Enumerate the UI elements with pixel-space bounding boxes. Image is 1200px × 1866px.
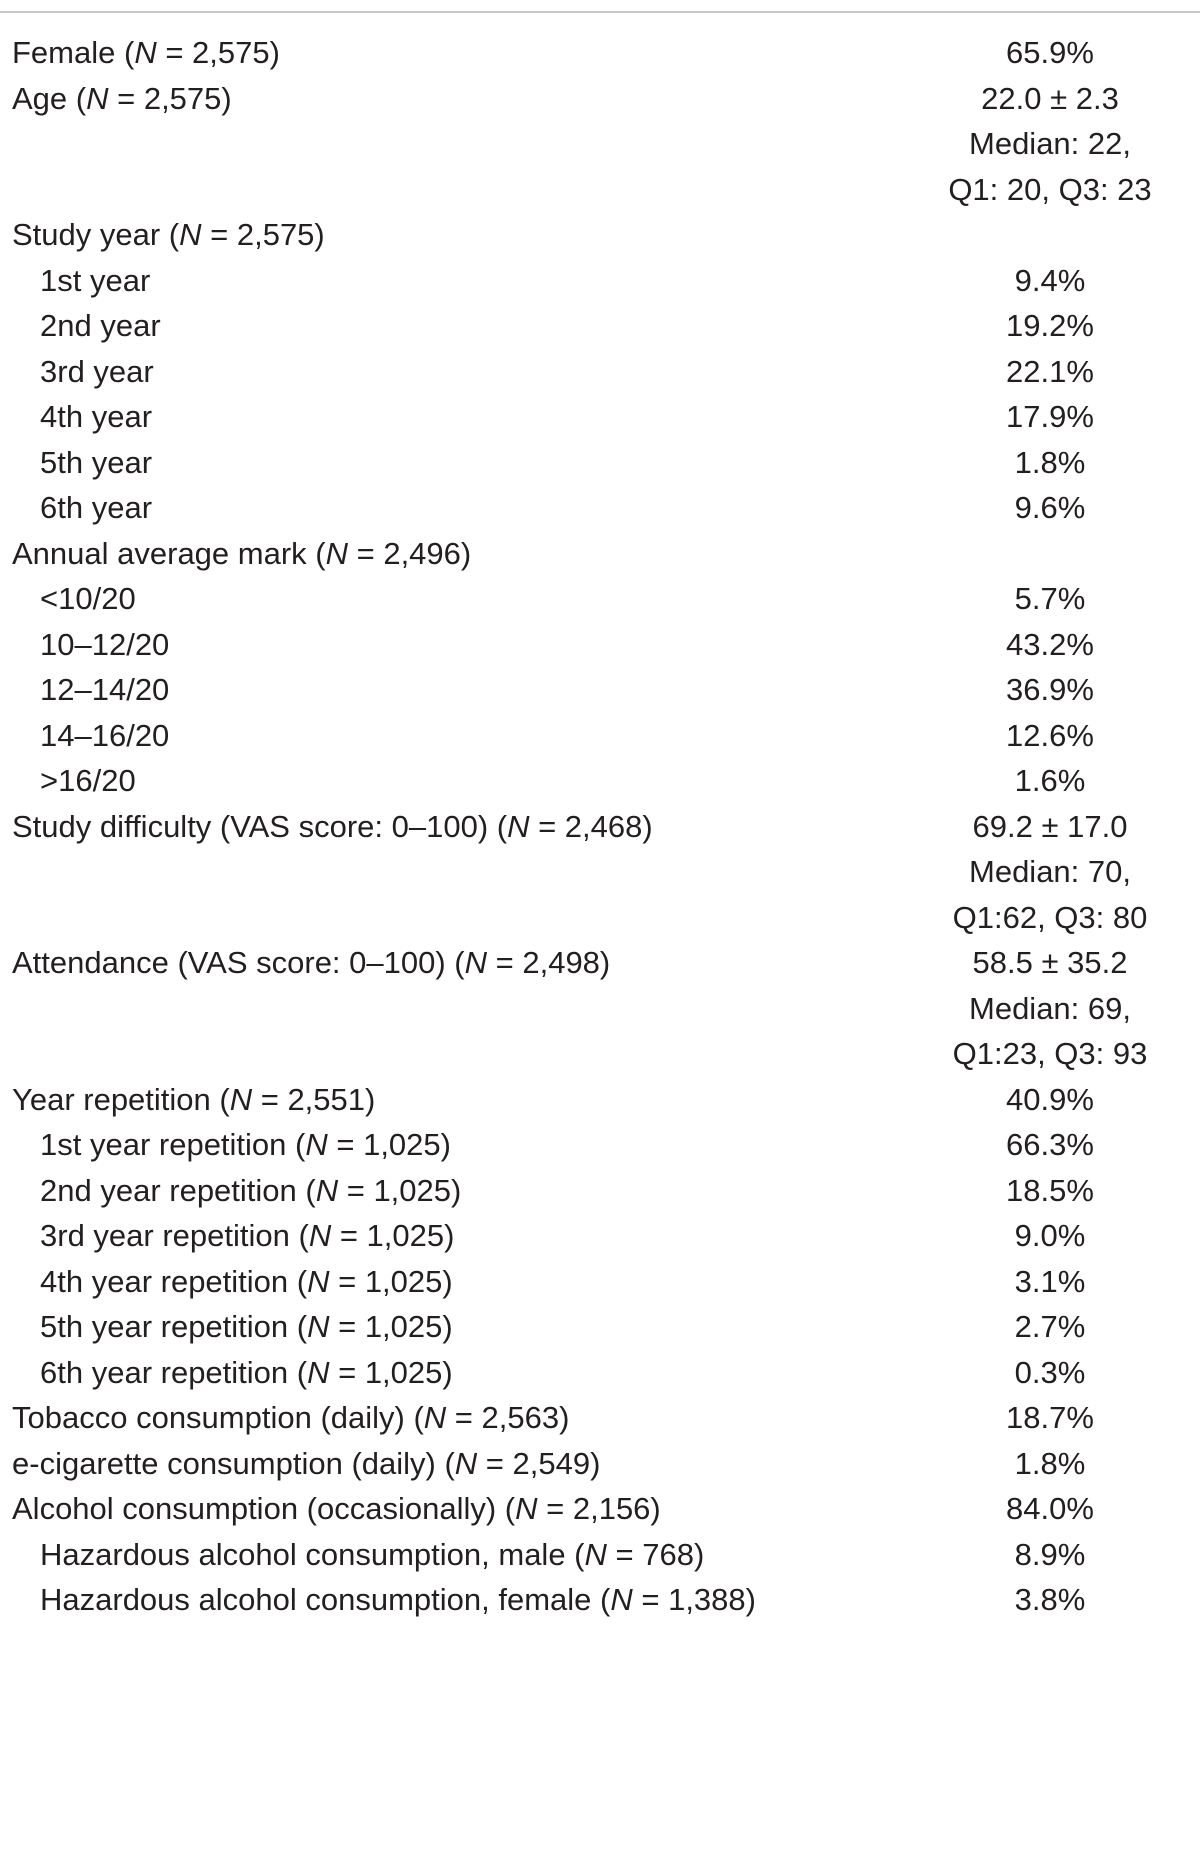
table-row [0,1350,1200,1396]
row-value [900,76,1200,213]
row-label [0,349,900,395]
row-label-n-value: = 2,575) [108,80,232,116]
row-label-n-symbol: N [86,80,109,116]
row-label-n-symbol: N [507,808,530,844]
row-value-line: 9.0% [1014,1218,1086,1253]
row-label [0,394,900,440]
row-label-text: 1st year [40,262,151,298]
row-label [0,1213,900,1259]
row-label [0,485,900,531]
row-value [900,667,1200,713]
row-label-text: Alcohol consumption (occasionally) ( [12,1491,516,1526]
row-label-n-value: = 2,156) [537,1491,661,1526]
row-value-line: Median: 70, [969,854,1131,889]
row-value [900,1304,1200,1350]
row-label [0,758,900,804]
row-value-line: 9.6% [1014,490,1086,525]
row-value [900,758,1200,804]
row-value-line: 69.2 ± 17.0 [972,808,1128,844]
row-label-n-symbol: N [423,1400,447,1435]
table-row [0,1077,1200,1123]
row-label [0,1077,900,1123]
row-label [0,1395,900,1441]
row-label-n-value: = 2,549) [477,1445,601,1481]
table-row [0,1304,1200,1350]
table-row [0,30,1200,76]
row-label-n-symbol: N [584,1536,607,1572]
row-value [900,1577,1200,1623]
row-value-line: Median: 69, [969,990,1131,1026]
row-value [900,1441,1200,1487]
row-label [0,667,900,713]
row-label-text: 4th year repetition ( [40,1263,308,1299]
table-row [0,1395,1200,1441]
table-row [0,531,1200,577]
row-label [0,531,900,577]
row-label [0,1304,900,1350]
row-label [0,212,900,258]
row-label [0,76,900,213]
row-label [0,1486,900,1532]
row-label-text: 3rd year [40,353,154,389]
row-label [0,303,900,349]
row-value-line: 19.2% [1006,308,1094,343]
row-value-line: 43.2% [1006,626,1094,662]
row-label-text: Attendance (VAS score: 0–100) ( [12,945,465,980]
row-label-text: 6th year repetition ( [40,1354,308,1390]
row-label-n-value: = 2,563) [446,1400,570,1435]
row-value-line: 66.3% [1006,1127,1094,1162]
row-value [900,804,1200,941]
row-label-text: 3rd year repetition ( [40,1218,309,1253]
row-label-text: Study year ( [12,217,180,252]
table-row [0,1441,1200,1487]
row-label-text: Female ( [12,35,135,70]
row-label-text: 10–12/20 [40,626,170,662]
table-row [0,1486,1200,1532]
row-value [900,1122,1200,1168]
row-label-n-value: = 1,025) [327,1127,451,1162]
row-label-n-symbol: N [308,1218,332,1253]
row-label-n-symbol: N [134,35,157,70]
row-label [0,804,900,941]
row-label-n-value: = 1,025) [329,1354,453,1390]
table-row [0,1577,1200,1623]
row-label-text: Age ( [12,80,87,116]
row-label-text: 1st year repetition ( [40,1127,306,1162]
row-value [900,622,1200,668]
row-value-line: 1.6% [1014,763,1086,798]
row-value-line: 36.9% [1006,672,1094,707]
table-row [0,1259,1200,1305]
row-value [900,1486,1200,1532]
row-value-line: Median: 22, [969,126,1131,161]
table-row [0,1213,1200,1259]
row-label-text: Hazardous alcohol consumption, female ( [40,1582,611,1617]
row-label [0,1122,900,1168]
table-row [0,758,1200,804]
row-label [0,1168,900,1214]
row-label-n-symbol: N [315,1172,339,1208]
row-label [0,1350,900,1396]
row-label-n-symbol: N [307,1354,330,1390]
row-label-text: 12–14/20 [40,672,170,707]
row-label-text: Tobacco consumption (daily) ( [12,1400,424,1435]
table-row [0,394,1200,440]
row-value-line: 17.9% [1006,399,1094,434]
table-row [0,485,1200,531]
row-value [900,1213,1200,1259]
row-value-line: Q1:23, Q3: 93 [952,1036,1148,1071]
table-row [0,1532,1200,1578]
row-value-line: 65.9% [1006,35,1094,70]
table-row [0,212,1200,258]
row-label-text: Hazardous alcohol consumption, male ( [40,1536,585,1572]
row-label [0,30,900,76]
row-label-n-symbol: N [515,1491,538,1526]
row-label [0,1577,900,1623]
row-label [0,1532,900,1578]
table-row [0,1122,1200,1168]
table-row [0,940,1200,1077]
row-label-n-symbol: N [307,1309,330,1344]
row-label-text: e-cigarette consumption (daily) ( [12,1445,455,1481]
row-value [900,440,1200,486]
row-label-n-symbol: N [325,535,348,571]
row-value-line: 84.0% [1006,1491,1094,1526]
row-value-line: 8.9% [1014,1536,1086,1572]
table-top-rule [0,11,1200,13]
row-label-text: Study difficulty (VAS score: 0–100) ( [12,808,508,844]
row-value [900,212,1200,258]
row-label-text: 6th year [40,490,153,525]
table-row [0,667,1200,713]
row-label-n-value: = 1,025) [338,1172,462,1208]
row-label-n-value: = 2,575) [201,217,325,252]
row-value [900,349,1200,395]
row-value-line: 5.7% [1014,581,1086,616]
row-label-n-value: = 2,551) [252,1081,376,1117]
row-value-line: 18.5% [1006,1172,1094,1208]
row-label-text: 2nd year repetition ( [40,1172,316,1208]
row-label [0,440,900,486]
row-label-n-symbol: N [307,1263,330,1299]
table-body [0,30,1200,1623]
row-label-text: <10/20 [40,581,136,616]
row-label [0,713,900,759]
row-label [0,1259,900,1305]
table-row [0,1168,1200,1214]
row-label-n-symbol: N [464,945,488,980]
row-label-text: 14–16/20 [40,717,170,753]
row-value-line: 0.3% [1014,1354,1086,1390]
row-value-line: 40.9% [1006,1081,1094,1117]
row-label-n-value: = 2,575) [156,35,280,70]
row-label-n-symbol: N [454,1445,478,1481]
row-value [900,1259,1200,1305]
row-label-text: 2nd year [40,308,161,343]
row-value [900,940,1200,1077]
row-label-n-value: = 1,025) [331,1218,455,1253]
row-label-n-value: = 2,468) [529,808,653,844]
row-value-line [900,212,1200,258]
row-label-text: 5th year [40,444,153,480]
table-row [0,804,1200,941]
row-label-text: Year repetition ( [12,1081,230,1117]
table-row [0,440,1200,486]
row-value-line: 58.5 ± 35.2 [972,945,1128,980]
row-value [900,531,1200,577]
row-value [900,1532,1200,1578]
row-value-line: Q1:62, Q3: 80 [952,899,1148,935]
row-value [900,258,1200,304]
row-label-n-value: = 768) [606,1536,705,1572]
row-label-text: 5th year repetition ( [40,1309,308,1344]
row-label-text: >16/20 [40,763,136,798]
row-label-n-value: = 1,388) [632,1582,756,1617]
row-label [0,258,900,304]
row-label-n-symbol: N [610,1582,633,1617]
row-value-line [900,531,1200,577]
row-label [0,1441,900,1487]
row-value [900,1077,1200,1123]
row-label-n-symbol: N [229,1081,253,1117]
row-label-text: 4th year [40,399,153,434]
row-value [900,394,1200,440]
row-value [900,1350,1200,1396]
row-value-line: 3.8% [1014,1582,1086,1617]
table-row [0,258,1200,304]
row-label-text: Annual average mark ( [12,535,326,571]
table-row [0,713,1200,759]
row-value [900,713,1200,759]
row-label [0,622,900,668]
row-value [900,30,1200,76]
row-value-line: 12.6% [1006,717,1094,753]
row-label [0,576,900,622]
table-row [0,622,1200,668]
row-value [900,1395,1200,1441]
row-value-line: 22.0 ± 2.3 [981,80,1119,116]
table-row [0,76,1200,213]
row-value [900,1168,1200,1214]
row-label-n-value: = 1,025) [329,1309,453,1344]
row-label-n-value: = 1,025) [329,1263,453,1299]
table-row [0,303,1200,349]
row-value-line: 9.4% [1014,262,1086,298]
row-label-n-symbol: N [305,1127,328,1162]
row-value [900,485,1200,531]
table-row [0,576,1200,622]
row-label [0,940,900,1077]
row-label-n-symbol: N [179,217,202,252]
row-value-line: Q1: 20, Q3: 23 [948,171,1152,207]
row-label-n-value: = 2,496) [348,535,472,571]
row-value-line: 2.7% [1014,1309,1086,1344]
characteristics-table [0,30,1200,1623]
row-value-line: 1.8% [1014,1445,1086,1481]
row-value-line: 1.8% [1014,444,1086,480]
row-label-n-value: = 2,498) [487,945,611,980]
row-value-line: 3.1% [1014,1263,1086,1299]
table-row [0,349,1200,395]
row-value-line: 22.1% [1006,353,1094,389]
row-value [900,303,1200,349]
row-value [900,576,1200,622]
row-value-line: 18.7% [1006,1400,1094,1435]
